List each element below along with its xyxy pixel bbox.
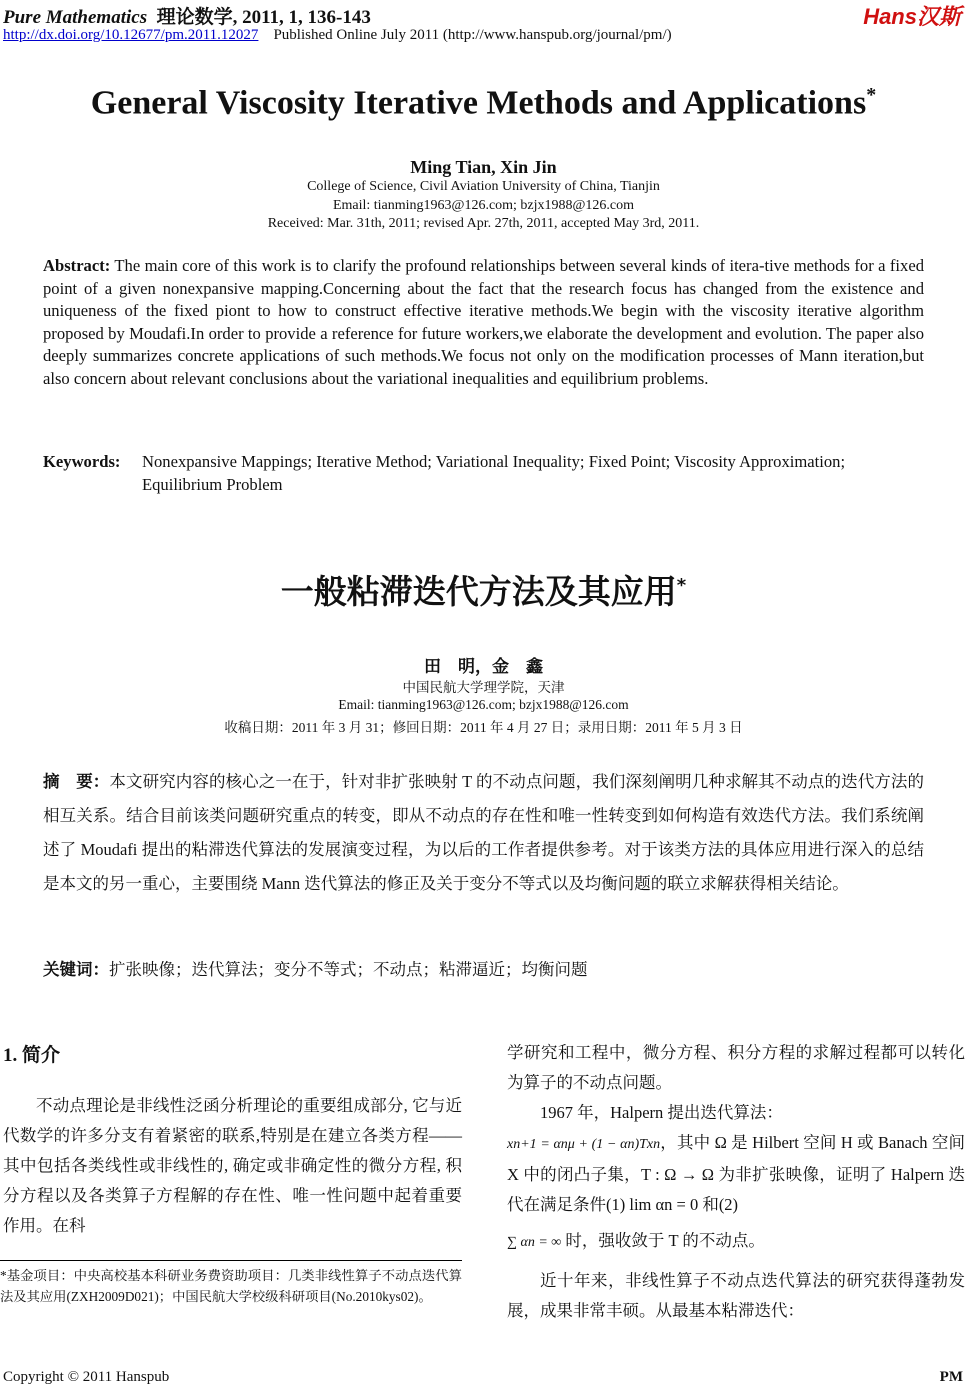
en-email: Email: tianming1963@126.com; bzjx1988@126.com <box>332 198 635 213</box>
journal-abbr: PM <box>939 1369 963 1385</box>
journal-name: Pure Mathematics <box>3 7 148 28</box>
cn-keywords: 关键词：扩张映像；迭代算法；变分不等式；不动点；粘滞逼近；均衡问题 <box>43 960 588 979</box>
journal-issue: 理论数学, 2011, 1, 136-143 <box>156 7 371 28</box>
sum-formula: ∑ αn = ∞ <box>507 1235 562 1250</box>
footnote-divider <box>0 1260 462 1261</box>
en-affiliation: College of Science, Civil Aviation University of China, Tianjin <box>307 179 660 194</box>
right-paragraph-2b: xn+1 = αnμ + (1 − αn)Txn，其中 Ω 是 Hilbert 空间 H 或 Banach 空间 X 中的闭凸子集，T : Ω → Ω 为非扩张映像，证明了 Halpern 迭代在满足条件(1) lim αn = 0 和(2) <box>507 1133 965 1214</box>
right-paragraph-2a: 1967 年，Halpern 提出迭代算法： <box>540 1103 783 1122</box>
cn-email: Email: tianming1963@126.com; bzjx1988@126.com <box>338 697 629 712</box>
right-paragraph-3: 近十年来，非线性算子不动点迭代算法的研究获得蓬勃发展，成果非常丰硕。从最基本粘滞迭代： <box>507 1271 965 1320</box>
en-abstract: Abstract: The main core of this work is to clarify the profound relationships between several kinds of itera-tive methods for a fixed point of a given nonexpansive mapping.Concerning about the fact that the research focus has changed from the existence and uniqueness of the fixed piont to how to construct effective iterative methods.We begin with the viscosity iterative algorithm proposed by Moudafi.In order to provide a reference for future workers,we elaborate the development and evolution. The paper also deeply summarizes concrete applications of such methods.We focus not only on the modification processes of Mann iteration,but also concern about relevant conclusions about the variational inequalities and equilibrium problems. <box>43 256 924 388</box>
hans-logo: Hans汉斯 <box>863 4 961 29</box>
intro-paragraph-left: 不动点理论是非线性泛函分析理论的重要组成部分, 它与近代数学的许多分支有着紧密的联系,特别是在建立各类方程——其中包括各类线性或非线性的, 确定或非确定性的微分方程, 积分方程以及各类算子方程解的存在性、唯一性问题中起着重要作用。在科 <box>3 1096 462 1235</box>
doi-link[interactable]: http://dx.doi.org/10.12677/pm.2011.12027 <box>3 27 259 43</box>
cn-dates: 收稿日期：2011 年 3 月 31；修回日期：2011 年 4 月 27 日；录用日期：2011 年 5 月 3 日 <box>224 720 743 735</box>
footnote: *基金项目：中央高校基本科研业务费资助项目：几类非线性算子不动点迭代算法及其应用(ZXH2009D021)；中国民航大学校级科研项目(No.2010kys02)。 <box>0 1268 462 1304</box>
copyright: Copyright © 2011 Hanspub <box>3 1369 170 1385</box>
right-paragraph-2c: ∑ αn = ∞ 时，强收敛于 T 的不动点。 <box>507 1231 765 1250</box>
cn-authors: 田 明，金 鑫 <box>424 657 543 676</box>
halpern-formula: xn+1 = αnμ + (1 − αn)Txn <box>507 1137 661 1152</box>
en-received: Received: Mar. 31th, 2011; revised Apr. 27th, 2011, accepted May 3rd, 2011. <box>267 216 700 231</box>
doi-line <box>3 27 672 44</box>
right-paragraph-1: 学研究和工程中，微分方程、积分方程的求解过程都可以转化为算子的不动点问题。 <box>507 1043 965 1092</box>
en-title: General Viscosity Iterative Methods and Applications* <box>90 84 877 122</box>
intro-right-column <box>507 1038 965 1326</box>
published-info: Published Online July 2011 (http://www.hanspub.org/journal/pm/) <box>273 27 672 43</box>
en-keywords: Keywords: Nonexpansive Mappings; Iterative Method; Variational Inequality; Fixed Point; Viscosity Approximation; Equilibrium Problem <box>43 452 846 494</box>
en-authors: Ming Tian, Xin Jin <box>410 157 557 177</box>
cn-affiliation: 中国民航大学理学院，天津 <box>402 680 565 695</box>
cn-title: 一般粘滞迭代方法及其应用* <box>280 572 687 611</box>
journal-header <box>3 2 371 29</box>
cn-abstract: 摘 要：本文研究内容的核心之一在于，针对非扩张映射 T 的不动点问题，我们深刻阐明几种求解其不动点的迭代方法的相互关系。结合目前该类问题研究重点的转变，即从不动点的存在性和唯一性转变到如何构造有效迭代方法。我们系统阐述了 Moudafi 提出的粘滞迭代算法的发展演变过程，为以后的工作者提供参考。对于该类方法的具体应用进行深入的总结是本文的另一重心，主要围绕 Mann 迭代算法的修正及关于变分不等式以及均衡问题的联立求解获得相关结论。 <box>43 772 924 893</box>
section-heading: 1. 简介 <box>3 1045 61 1066</box>
